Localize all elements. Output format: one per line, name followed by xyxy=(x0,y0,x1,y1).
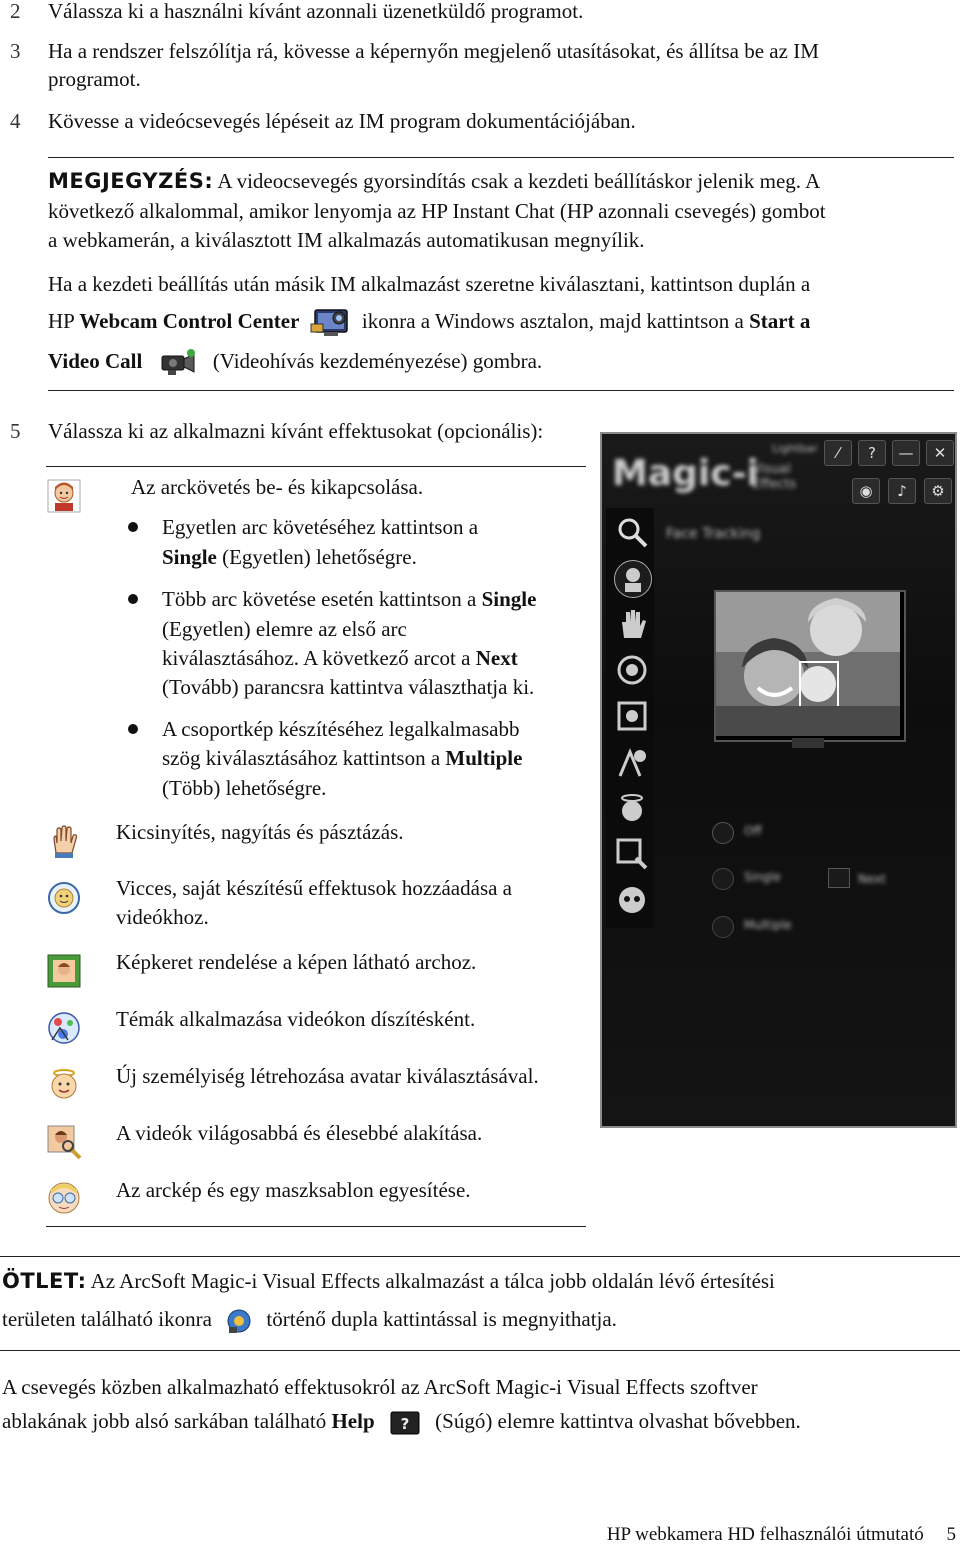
frame-tool-icon[interactable] xyxy=(614,698,650,734)
webcam-icon[interactable]: ◉ xyxy=(852,478,880,504)
feature-text: Az arckép és egy maszksablon egyesítése. xyxy=(116,1178,471,1202)
step-text: Ha a rendszer felszólítja rá, kövesse a képernyőn megjelenő utasításokat, és állítsa be az IM xyxy=(48,39,819,63)
radio-single[interactable] xyxy=(712,868,734,890)
bullet-line xyxy=(162,542,417,572)
step-text: programot. xyxy=(48,67,141,91)
bullet-line xyxy=(162,643,518,673)
themes-tool-icon[interactable] xyxy=(614,744,650,780)
step-text: Válassza ki az alkalmazni kívánt effektusokat (opcionális): xyxy=(48,419,544,443)
note-line xyxy=(48,166,820,196)
tip-text: történő dupla kattintással is megnyithatja. xyxy=(266,1307,617,1331)
body-text: ablakának jobb alsó sarkában található xyxy=(2,1409,327,1433)
bullet xyxy=(128,724,138,734)
bullet-line xyxy=(162,584,536,614)
avatar-tool-icon[interactable] xyxy=(614,790,650,826)
note-text: (Videohívás kezdeményezése) gombra. xyxy=(212,349,543,373)
pin-button[interactable]: ⁄ xyxy=(824,440,852,466)
start-video-call-label: Start a xyxy=(749,309,811,333)
option-label: Multiple xyxy=(744,918,792,932)
feature-text: Témák alkalmazása videókon díszítésként. xyxy=(116,1007,476,1031)
step-number: 2 xyxy=(10,0,21,23)
monitor-stand xyxy=(792,738,824,748)
step-number: 4 xyxy=(10,109,21,133)
feature-text: Vicces, saját készítésű effektusok hozzáadása a xyxy=(116,876,513,900)
step-number: 3 xyxy=(10,39,21,63)
effects-tool-icon[interactable] xyxy=(614,652,650,688)
face-tracking-icon xyxy=(46,478,82,514)
feature-text: videókhoz. xyxy=(116,905,209,929)
help-label: Help xyxy=(331,1409,375,1433)
page-footer xyxy=(607,1520,956,1550)
note-text: ikonra a Windows asztalon, majd kattintson a xyxy=(361,309,744,333)
mask-icon xyxy=(46,1180,82,1216)
option-label: Off xyxy=(744,824,762,838)
option-label: Single xyxy=(744,870,781,884)
video-call-icon xyxy=(158,348,198,378)
bullet-text: (Több) lehetőségre. xyxy=(162,776,327,800)
step-text: Válassza ki a használni kívánt azonnali üzenetküldő programot. xyxy=(48,0,584,23)
bullet-line xyxy=(162,743,522,773)
divider xyxy=(0,1350,960,1351)
body-text: A csevegés közben alkalmazható effektusokról az ArcSoft Magic-i Visual Effects szoftver xyxy=(2,1375,758,1399)
app-brand-sub: Visual Effects xyxy=(752,462,797,492)
settings-gear-icon[interactable]: ⚙ xyxy=(924,478,952,504)
divider xyxy=(48,157,954,158)
close-button[interactable]: ✕ xyxy=(926,440,954,466)
footer-title: HP webkamera HD felhasználói útmutató xyxy=(606,1524,924,1545)
bullet xyxy=(128,522,138,532)
bullet-text: (Egyetlen) elemre az első arc xyxy=(162,617,407,641)
help-button[interactable]: ? xyxy=(858,440,886,466)
microphone-icon[interactable]: ♪ xyxy=(888,478,916,504)
note-line xyxy=(48,306,810,340)
radio-off[interactable] xyxy=(712,822,734,844)
next-label: Next xyxy=(475,646,518,670)
app-brand: Magic-i xyxy=(612,453,759,494)
tip-label: ÖTLET: xyxy=(2,1269,87,1293)
minimize-button[interactable]: — xyxy=(892,440,920,466)
divider xyxy=(46,1226,586,1227)
feature-text: Képkeret rendelése a képen látható archoz. xyxy=(116,950,477,974)
brighten-tool-icon[interactable] xyxy=(614,836,650,872)
zoom-icon[interactable] xyxy=(614,514,650,550)
avatar-icon xyxy=(46,1066,82,1102)
feature-text: A videók világosabbá és élesebbé alakítása. xyxy=(116,1121,483,1145)
face-tracking-title: Az arckövetés be- és kikapcsolása. xyxy=(131,475,424,499)
video-call-label: Video Call xyxy=(48,349,143,373)
hand-pan-icon xyxy=(46,823,82,859)
magic-i-app-window xyxy=(600,432,957,1128)
svg-text:?: ? xyxy=(400,1415,410,1434)
tip-line xyxy=(2,1304,617,1335)
feature-text: Új személyiség létrehozása avatar kiválasztásával. xyxy=(116,1064,539,1088)
note-text: A videocsevegés gyorsindítás csak a kezdeti beállításkor jelenik meg. A xyxy=(217,169,821,193)
bullet-text: kiválasztásához. A következő arcot a xyxy=(162,646,471,670)
multiple-label: Multiple xyxy=(445,746,523,770)
bullet-text: (Egyetlen) lehetőségre. xyxy=(222,545,417,569)
divider xyxy=(48,390,954,391)
video-preview xyxy=(714,590,906,742)
next-face-icon[interactable] xyxy=(828,868,850,888)
single-label: Single xyxy=(481,587,537,611)
bullet-text: Egyetlen arc követéséhez kattintson a xyxy=(162,515,479,539)
body-text: (Súgó) elemre kattintva olvashat bővebben. xyxy=(435,1409,801,1433)
bullet-text: Több arc követése esetén kattintson a xyxy=(162,587,477,611)
body-line xyxy=(2,1406,801,1436)
section-title: Face Tracking xyxy=(666,526,761,542)
brighten-icon xyxy=(46,1124,82,1160)
page-number: 5 xyxy=(946,1524,956,1545)
radio-multiple[interactable] xyxy=(712,916,734,938)
next-label: Next xyxy=(858,872,886,886)
step-number: 5 xyxy=(10,419,21,443)
bullet-text: (Tovább) parancsra kattintva választhatja ki. xyxy=(162,675,535,699)
bullet xyxy=(128,594,138,604)
tray-icon xyxy=(225,1307,253,1335)
mask-tool-icon[interactable] xyxy=(614,882,650,918)
help-icon xyxy=(390,1411,420,1435)
fun-effects-icon xyxy=(46,880,82,916)
bullet-text: A csoportkép készítéséhez legalkalmasabb xyxy=(162,717,520,741)
webcam-control-center-label: Webcam Control Center xyxy=(79,309,300,333)
note-label: MEGJEGYZÉS: xyxy=(48,169,214,193)
effects-toolbar xyxy=(606,508,654,928)
themes-icon xyxy=(46,1010,82,1046)
divider xyxy=(0,1256,960,1257)
webcam-control-center-icon xyxy=(309,306,353,340)
note-line xyxy=(48,346,542,378)
single-label: Single xyxy=(162,545,217,569)
feature-text: Kicsinyítés, nagyítás és pásztázás. xyxy=(116,820,404,844)
face-tracking-tool-icon[interactable] xyxy=(614,560,652,598)
note-text: következő alkalommal, amikor lenyomja az HP Instant Chat (HP azonnali csevegés) gombot xyxy=(48,199,826,223)
lightbar-label: Lightbar xyxy=(772,442,818,455)
step-text: Kövesse a videócsevegés lépéseit az IM program dokumentációjában. xyxy=(48,109,636,133)
pan-tool-icon[interactable] xyxy=(614,606,650,642)
tip-text: Az ArcSoft Magic-i Visual Effects alkalmazást a tálca jobb oldalán lévő értesítési xyxy=(90,1269,775,1293)
tip-text: területen található ikonra xyxy=(2,1307,212,1331)
note-text: a webkamerán, a kiválasztott IM alkalmazás automatikusan megnyílik. xyxy=(48,228,645,252)
frame-icon xyxy=(46,953,82,989)
note-text: HP xyxy=(48,309,75,333)
note-text: Ha a kezdeti beállítás után másik IM alkalmazást szeretne kiválasztani, kattintson duplán a xyxy=(48,272,811,296)
bullet-text: szög kiválasztásához kattintson a xyxy=(162,746,441,770)
tip-line xyxy=(2,1266,775,1296)
divider xyxy=(46,466,586,467)
